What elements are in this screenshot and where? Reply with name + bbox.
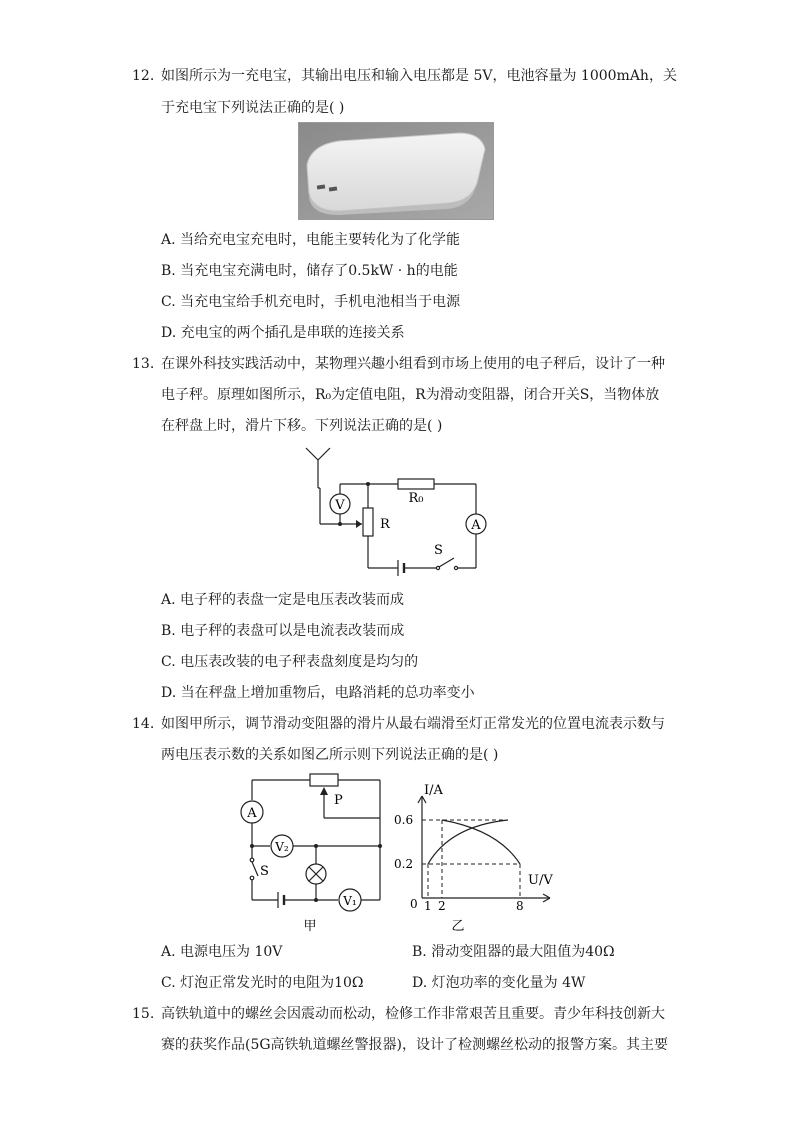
ammeter-label: A [471,518,481,533]
question-12-text-line1: 如图所示为一充电宝，其输出电压和输入电压都是 5V，电池容量为 1000mAh，关 [161,68,677,84]
switch-label: S [434,543,443,558]
q13-option-b[interactable]: B. 电子秤的表盘可以是电流表改装而成 [161,623,405,639]
q13-option-d[interactable]: D. 当在秤盘上增加重物后，电路消耗的总功率变小 [161,685,475,701]
question-14-text-line1: 如图甲所示，调节滑动变阻器的滑片从最右端滑至灯正常发光的位置电流表示数与 [161,716,665,732]
r-label: R [380,517,390,532]
x-tick-1: 1 [424,899,432,913]
q12-option-d[interactable]: D. 充电宝的两个插孔是串联的连接关系 [161,325,405,341]
origin-label: 0 [410,897,418,911]
q14-option-d[interactable]: D. 灯泡功率的变化量为 4W [412,975,586,991]
question-14-text-line2: 两电压表示数的关系如图乙所示则下列说法正确的是( ) [161,747,499,763]
question-15-number: 15. [132,1006,155,1022]
iv-graph-yi [390,780,560,940]
y-axis-label: I/A [424,783,443,798]
figure-jia-caption: 甲 [303,919,317,934]
q14-option-b[interactable]: B. 滑动变阻器的最大阻值为40Ω [412,944,615,960]
circuit-diagram-jia [230,770,390,940]
q14-option-a[interactable]: A. 电源电压为 10V [161,944,283,960]
question-13-text-line2: 电子秤。原理如图所示，R₀为定值电阻，R为滑动变阻器，闭合开关S，当物体放 [161,387,660,403]
q12-option-b[interactable]: B. 当充电宝充满电时，储存了0.5kW · h的电能 [161,263,458,279]
rheostat [310,774,338,786]
voltmeter-label: V [335,498,345,513]
x-tick-2: 2 [438,899,446,913]
question-13-text-line3: 在秤盘上时，滑片下移。下列说法正确的是( ) [161,418,443,434]
q14-option-c[interactable]: C. 灯泡正常发光时的电阻为10Ω [161,975,364,991]
voltmeter-v1-label: V₁ [343,894,357,908]
rheostat-r [363,508,373,536]
x-tick-8: 8 [516,899,524,913]
slider-p-label: P [334,793,343,808]
resistor-r0 [398,479,434,489]
q12-option-a[interactable]: A. 当给充电宝充电时，电能主要转化为了化学能 [161,232,461,248]
q13-option-c[interactable]: C. 电压表改装的电子秤表盘刻度是均匀的 [161,654,419,670]
power-bank-photo [298,122,494,220]
y-tick-0-6: 0.6 [394,813,414,827]
question-15-text-line2: 赛的获奖作品(5G高铁轨道螺丝警报器)，设计了检测螺丝松动的报警方案。其主要 [161,1037,669,1053]
y-tick-0-2: 0.2 [394,857,414,871]
question-12-number: 12. [132,68,155,84]
rheostat-iv-curve [442,820,520,864]
question-13-text-line1: 在课外科技实践活动中，某物理兴趣小组看到市场上使用的电子秤后，设计了一种 [161,356,665,372]
electronic-scale-circuit-diagram [290,440,500,582]
ammeter-label: A [247,806,257,821]
q12-option-c[interactable]: C. 当充电宝给手机充电时，手机电池相当于电源 [161,294,461,310]
voltmeter-v2-label: V₂ [275,840,289,854]
switch-s-label: S [260,864,269,879]
question-15-text-line1: 高铁轨道中的螺丝会因震动而松动，检修工作非常艰苦且重要。青少年科技创新大 [161,1006,665,1022]
r0-label: R₀ [408,491,424,506]
x-axis-label: U/V [528,873,553,888]
question-14-number: 14. [132,716,155,732]
figure-yi-caption: 乙 [451,919,465,934]
question-13-number: 13. [132,356,155,372]
q13-option-a[interactable]: A. 电子秤的表盘一定是电压表改装而成 [161,592,405,608]
question-12-text-line2: 于充电宝下列说法正确的是( ) [161,100,345,116]
